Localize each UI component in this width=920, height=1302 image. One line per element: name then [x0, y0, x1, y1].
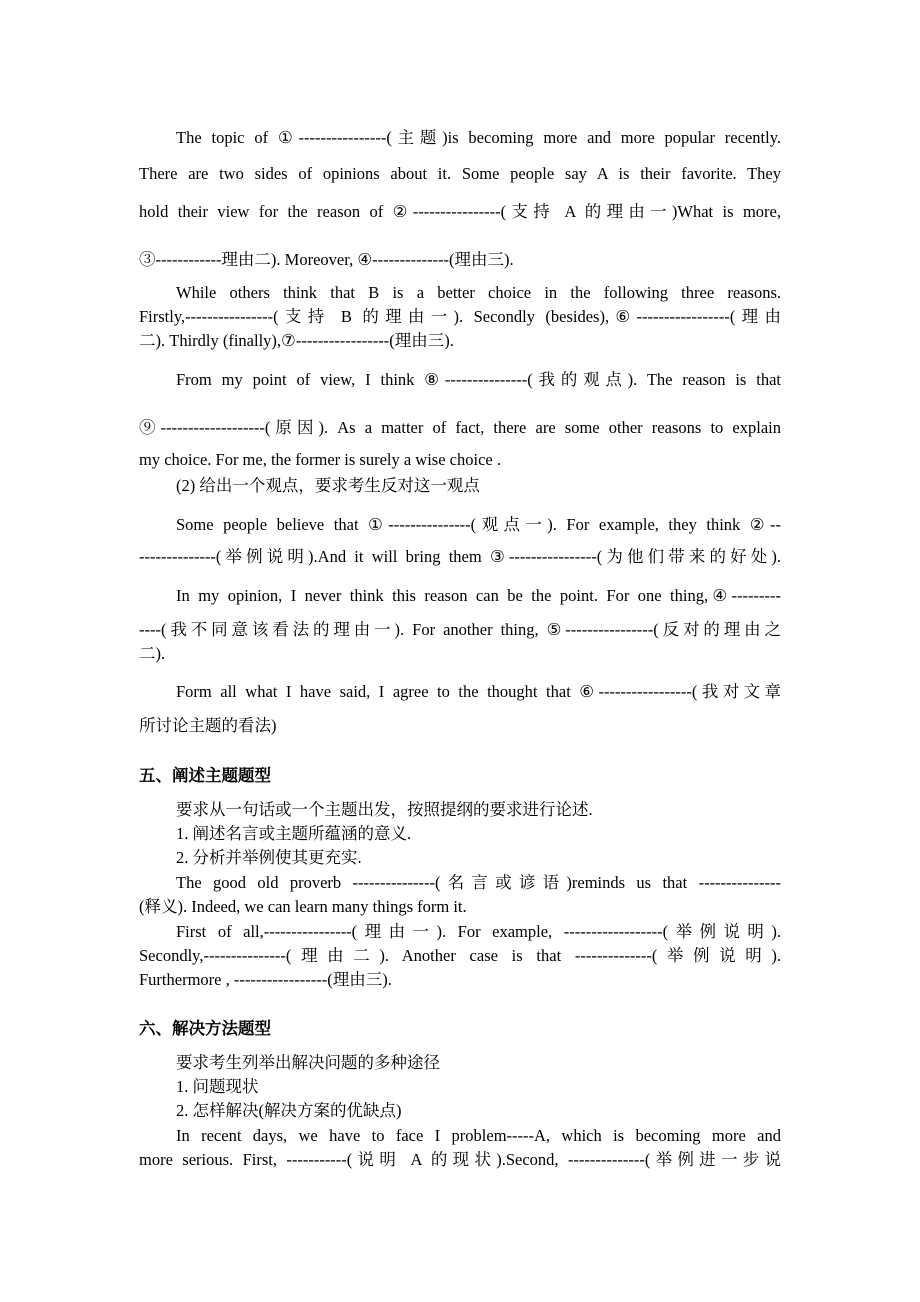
text-line: Form all what I have said, I agree to the thought that ⑥-----------------(我对文章 [176, 682, 781, 701]
text-line: Firstly,----------------(支持 B 的理由一). Secondly (besides),⑥-----------------(理由 [139, 307, 781, 326]
paragraph-some-believe [139, 511, 781, 571]
text-line: There are two sides of opinions about it. Some people say A is their favorite. They [139, 164, 781, 183]
text-line: From my point of view, I think ⑧---------------(我的观点). The reason is that [176, 370, 781, 389]
text-line: While others think that B is a better choice in the following three reasons. [176, 283, 781, 302]
paragraph-problem [139, 1124, 781, 1172]
paragraph-proverb [139, 871, 781, 919]
text-line: Secondly,---------------(理由二). Another case is that --------------(举例说明). [139, 946, 781, 965]
text-line: my choice. For me, the former is surely a wise choice . [139, 450, 501, 469]
list-item: 1. 问题现状 [176, 1077, 259, 1096]
text-line: --------------(举例说明).And it will bring them ③----------------(为他们带来的好处). [139, 547, 781, 566]
text-line: 要求考生列举出解决问题的多种途径 [176, 1053, 440, 1072]
paragraph-topic-opinions [139, 124, 781, 274]
list-item: 2. 分析并举例使其更充实. [176, 848, 362, 867]
paragraph-my-opinion [139, 584, 781, 666]
section-heading-5: 五、阐述主题题型 [139, 766, 271, 785]
text-line: hold their view for the reason of ②----------------(支持 A 的理由一)What is more, [139, 202, 781, 221]
text-line: more serious. First, -----------(说明 A 的现状).Second, --------------(举例进一步说 [139, 1150, 781, 1169]
section5-outline [139, 798, 781, 870]
text-line: In recent days, we have to face I problem-----A, which is becoming more and [176, 1126, 781, 1145]
text-line: ----(我不同意该看法的理由一). For another thing, ⑤----------------(反对的理由之 [139, 620, 781, 639]
text-line: The topic of ①----------------(主题)is becoming more and more popular recently. [176, 128, 781, 147]
paragraph-conclusion [139, 680, 781, 738]
text-line: (2) 给出一个观点，要求考生反对这一观点 [176, 476, 480, 495]
paragraph-reasons-examples [139, 920, 781, 992]
text-line: 二). [139, 644, 166, 663]
text-line: In my opinion, I never think this reason can be the point. For one thing,④--------- [176, 586, 781, 605]
list-item: 2. 怎样解决(解决方案的优缺点) [176, 1101, 402, 1120]
text-line: ⑨-------------------(原因). As a matter of fact, there are some other reasons to explain [139, 418, 781, 437]
text-line: The good old proverb ---------------(名言或谚语)reminds us that --------------- [176, 873, 781, 892]
text-line: 所讨论主题的看法) [139, 716, 277, 735]
text-line: First of all,----------------(理由一). For example, ------------------(举例说明). [176, 922, 781, 941]
text-line: (释义). Indeed, we can learn many things form it. [139, 897, 467, 916]
section6-outline [139, 1051, 781, 1123]
paragraph-my-view [139, 366, 781, 472]
text-line: Furthermore , -----------------(理由三). [139, 970, 392, 989]
text-line: ③------------理由二). Moreover, ④--------------(理由三). [139, 250, 514, 269]
subheading-oppose-view [139, 474, 781, 498]
text-line: Some people believe that ①---------------(观点一). For example, they think ②-- [176, 515, 781, 534]
text-line: 二). Thirdly (finally),⑦-----------------(理由三). [139, 331, 454, 350]
paragraph-b-reasons [139, 281, 781, 353]
section-heading-6: 六、解决方法题型 [139, 1019, 271, 1038]
list-item: 1. 阐述名言或主题所蕴涵的意义. [176, 824, 412, 843]
text-line: 要求从一句话或一个主题出发，按照提纲的要求进行论述. [176, 800, 593, 819]
